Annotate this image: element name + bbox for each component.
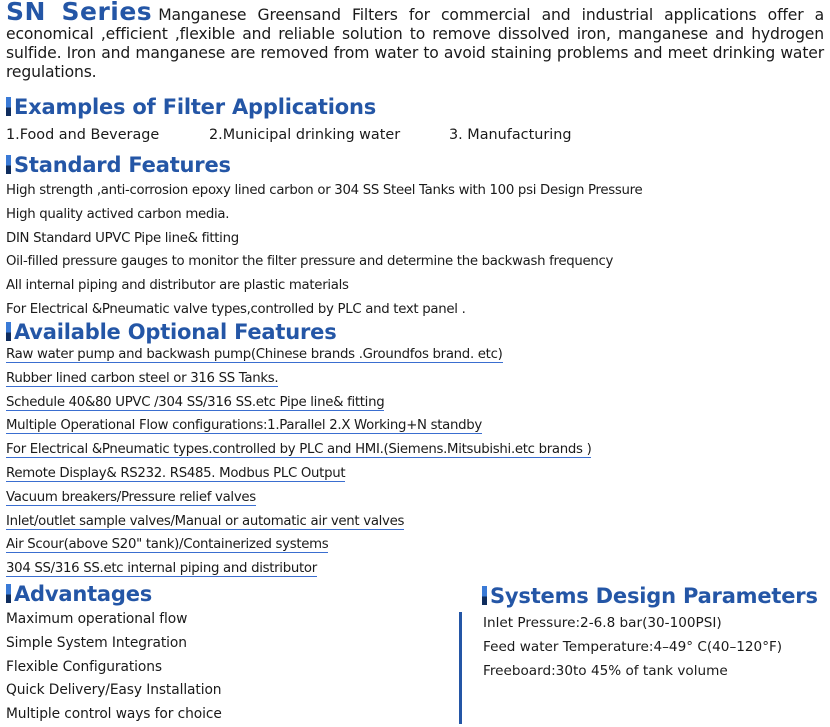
list-item: Oil-filled pressure gauges to monitor the filter pressure and determine the backwash frequency bbox=[6, 254, 614, 270]
list-item: High strength ,anti-corrosion epoxy lined carbon or 304 SS Steel Tanks with 100 psi Design Pressure bbox=[6, 183, 643, 198]
standard-features-heading bbox=[6, 152, 231, 178]
optional-features-heading bbox=[6, 319, 337, 345]
list-item bbox=[6, 511, 591, 535]
list-item: Simple System Integration bbox=[6, 634, 187, 651]
design-parameters-heading-text: Systems Design Parameters bbox=[490, 584, 818, 608]
list-item: DIN Standard UPVC Pipe line& fitting bbox=[6, 230, 239, 246]
list-item bbox=[6, 368, 591, 392]
list-item-text: Multiple Operational Flow configurations:1.Parallel 2.X Working+N standby bbox=[6, 418, 482, 434]
list-item-text: Inlet/outlet sample valves/Manual or automatic air vent valves bbox=[6, 513, 405, 529]
heading-bar-icon bbox=[6, 155, 11, 174]
heading-bar-icon bbox=[6, 584, 11, 603]
list-item-text: Schedule 40&80 UPVC /304 SS/316 SS.etc Pipe line& fitting bbox=[6, 394, 385, 410]
advantages-list bbox=[6, 608, 222, 727]
list-item bbox=[6, 439, 591, 463]
list-item bbox=[6, 487, 591, 511]
optional-features-list bbox=[6, 344, 591, 582]
heading-bar-icon bbox=[6, 97, 11, 116]
application-item: 3. Manufacturing bbox=[449, 127, 572, 143]
list-item bbox=[6, 344, 591, 368]
applications-heading bbox=[6, 94, 376, 120]
optional-features-heading-text: Available Optional Features bbox=[14, 320, 337, 344]
design-parameters-heading bbox=[482, 583, 818, 609]
list-item: Freeboard:30to 45% of tank volume bbox=[483, 663, 728, 680]
list-item bbox=[6, 415, 591, 439]
list-item-text: 304 SS/316 SS.etc internal piping and distributor bbox=[6, 561, 317, 577]
list-item-text: Rubber lined carbon steel or 316 SS Tanks. bbox=[6, 370, 279, 386]
list-item bbox=[6, 463, 591, 487]
list-item-text: Remote Display& RS232. RS485. Modbus PLC Output bbox=[6, 465, 346, 481]
design-parameters-list bbox=[483, 612, 782, 685]
application-item: 2.Municipal drinking water bbox=[209, 127, 401, 143]
list-item: For Electrical &Pneumatic valve types,controlled by PLC and text panel . bbox=[6, 301, 466, 317]
applications-list bbox=[6, 127, 572, 143]
heading-bar-icon bbox=[6, 322, 11, 341]
column-divider bbox=[459, 612, 462, 724]
list-item: Maximum operational flow bbox=[6, 611, 188, 627]
application-item: 1.Food and Beverage bbox=[6, 127, 160, 143]
heading-bar-icon bbox=[482, 586, 487, 605]
list-item: Multiple control ways for choice bbox=[6, 706, 222, 723]
series-title: SN Series bbox=[6, 0, 153, 26]
list-item: Feed water Temperature:4–49° C(40–120°F) bbox=[483, 639, 783, 656]
list-item bbox=[6, 534, 591, 558]
list-item: Inlet Pressure:2-6.8 bar(30-100PSI) bbox=[483, 615, 722, 631]
standard-features-heading-text: Standard Features bbox=[14, 153, 231, 177]
list-item-text: Vacuum breakers/Pressure relief valves bbox=[6, 489, 256, 505]
list-item-text: Air Scour(above S20" tank)/Containerized systems bbox=[6, 537, 329, 553]
list-item: Flexible Configurations bbox=[6, 658, 162, 675]
list-item bbox=[6, 558, 591, 582]
list-item bbox=[6, 392, 591, 416]
list-item: High quality actived carbon media. bbox=[6, 206, 230, 222]
applications-heading-text: Examples of Filter Applications bbox=[14, 95, 377, 119]
list-item: All internal piping and distributor are plastic materials bbox=[6, 278, 349, 294]
list-item-text: For Electrical &Pneumatic types.controlled by PLC and HMI.(Siemens.Mitsubishi.etc brands ) bbox=[6, 442, 592, 458]
intro-text: Manganese Greensand Filters for commercial and industrial applications offer a economical ,efficient ,flexible and reliable solution to remove dissolved iron, manganese and hydrogen sulfide. Iron and manganese are removed from water to avoid staining problems and meet drinking water regulations. bbox=[6, 6, 825, 81]
intro-paragraph bbox=[6, 2, 824, 82]
standard-features-list bbox=[6, 180, 642, 323]
advantages-heading bbox=[6, 581, 152, 607]
list-item: Quick Delivery/Easy Installation bbox=[6, 682, 222, 699]
list-item-text: Raw water pump and backwash pump(Chinese brands .Groundfos brand. etc) bbox=[6, 347, 503, 362]
advantages-heading-text: Advantages bbox=[14, 582, 153, 606]
